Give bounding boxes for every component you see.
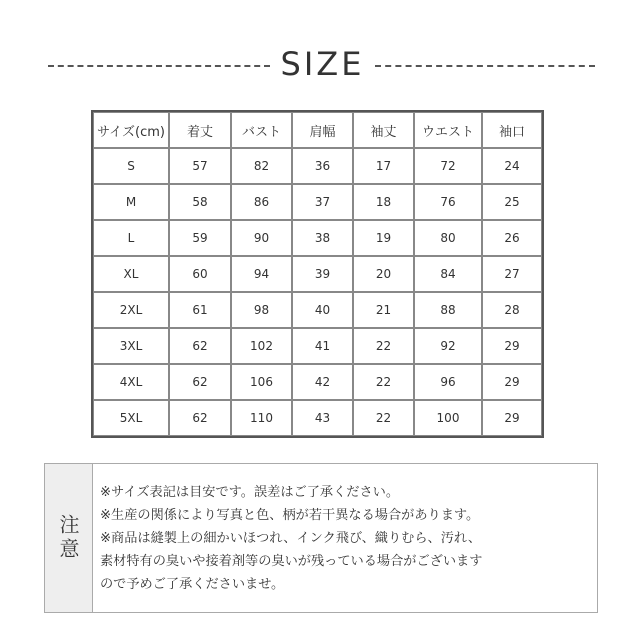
header-cuff: 袖口 xyxy=(482,112,542,148)
table-header-row xyxy=(93,112,542,148)
notice-heading: 注意 xyxy=(56,514,80,562)
table-cell: 43 xyxy=(292,400,353,436)
size-table xyxy=(91,110,544,438)
table-cell: 58 xyxy=(169,184,231,220)
table-row xyxy=(93,292,542,328)
table-cell: 29 xyxy=(482,400,542,436)
notice-line: ※商品は縫製上の細かいほつれ、インク飛び、織りむら、汚れ、 xyxy=(100,531,482,546)
table-cell: 62 xyxy=(169,328,231,364)
table-cell: 96 xyxy=(414,364,482,400)
page-title: SIZE xyxy=(280,45,365,83)
table-cell: XL xyxy=(93,256,169,292)
table-cell: 100 xyxy=(414,400,482,436)
table-cell: 28 xyxy=(482,292,542,328)
title-divider-left xyxy=(48,65,270,67)
notice-line: ※生産の関係により写真と色、柄が若干異なる場合があります。 xyxy=(100,508,480,523)
table-cell: 102 xyxy=(231,328,292,364)
table-cell: 26 xyxy=(482,220,542,256)
table-cell: 42 xyxy=(292,364,353,400)
table-cell: 86 xyxy=(231,184,292,220)
table-cell: 5XL xyxy=(93,400,169,436)
title-divider-right xyxy=(375,65,595,67)
header-length: 着丈 xyxy=(169,112,231,148)
table-cell: 3XL xyxy=(93,328,169,364)
table-cell: 17 xyxy=(353,148,414,184)
table-cell: 62 xyxy=(169,364,231,400)
table-cell: 24 xyxy=(482,148,542,184)
table-cell: 20 xyxy=(353,256,414,292)
table-cell: 90 xyxy=(231,220,292,256)
table-cell: 92 xyxy=(414,328,482,364)
table-cell: 98 xyxy=(231,292,292,328)
table-cell: 82 xyxy=(231,148,292,184)
table-cell: 22 xyxy=(353,364,414,400)
table-cell: 110 xyxy=(231,400,292,436)
table-cell: 57 xyxy=(169,148,231,184)
table-cell: 22 xyxy=(353,328,414,364)
table-cell: 94 xyxy=(231,256,292,292)
notice-heading-cell xyxy=(45,464,93,612)
table-cell: M xyxy=(93,184,169,220)
table-row xyxy=(93,364,542,400)
table-row xyxy=(93,400,542,436)
table-cell: 29 xyxy=(482,364,542,400)
table-cell: 59 xyxy=(169,220,231,256)
table-cell: 106 xyxy=(231,364,292,400)
notice-line: 素材特有の臭いや接着剤等の臭いが残っている場合がございます xyxy=(100,554,483,569)
table-row xyxy=(93,184,542,220)
table-cell: 2XL xyxy=(93,292,169,328)
table-cell: 4XL xyxy=(93,364,169,400)
table-cell: 18 xyxy=(353,184,414,220)
table-cell: 84 xyxy=(414,256,482,292)
table-cell: 22 xyxy=(353,400,414,436)
table-cell: 80 xyxy=(414,220,482,256)
table-cell: 29 xyxy=(482,328,542,364)
notice-body xyxy=(100,481,595,596)
notice-line: ので予めご了承くださいませ。 xyxy=(100,577,285,592)
table-cell: 27 xyxy=(482,256,542,292)
table-row xyxy=(93,220,542,256)
table-row xyxy=(93,256,542,292)
table-cell: 38 xyxy=(292,220,353,256)
header-waist: ウエスト xyxy=(414,112,482,148)
table-cell: S xyxy=(93,148,169,184)
header-shoulder: 肩幅 xyxy=(292,112,353,148)
table-cell: 39 xyxy=(292,256,353,292)
notice-box xyxy=(44,463,598,613)
header-size: サイズ(cm) xyxy=(93,112,169,148)
table-cell: 36 xyxy=(292,148,353,184)
table-cell: 37 xyxy=(292,184,353,220)
table-cell: 62 xyxy=(169,400,231,436)
table-cell: 19 xyxy=(353,220,414,256)
notice-line: ※サイズ表記は目安です。誤差はご了承ください。 xyxy=(100,485,400,500)
table-cell: 61 xyxy=(169,292,231,328)
table-row xyxy=(93,328,542,364)
header-sleeve: 袖丈 xyxy=(353,112,414,148)
header-bust: バスト xyxy=(231,112,292,148)
table-row xyxy=(93,148,542,184)
table-cell: 88 xyxy=(414,292,482,328)
table-cell: 60 xyxy=(169,256,231,292)
table-cell: 41 xyxy=(292,328,353,364)
table-cell: 21 xyxy=(353,292,414,328)
table-cell: 40 xyxy=(292,292,353,328)
table-cell: 25 xyxy=(482,184,542,220)
table-cell: L xyxy=(93,220,169,256)
table-cell: 72 xyxy=(414,148,482,184)
table-cell: 76 xyxy=(414,184,482,220)
title-row xyxy=(0,44,640,84)
